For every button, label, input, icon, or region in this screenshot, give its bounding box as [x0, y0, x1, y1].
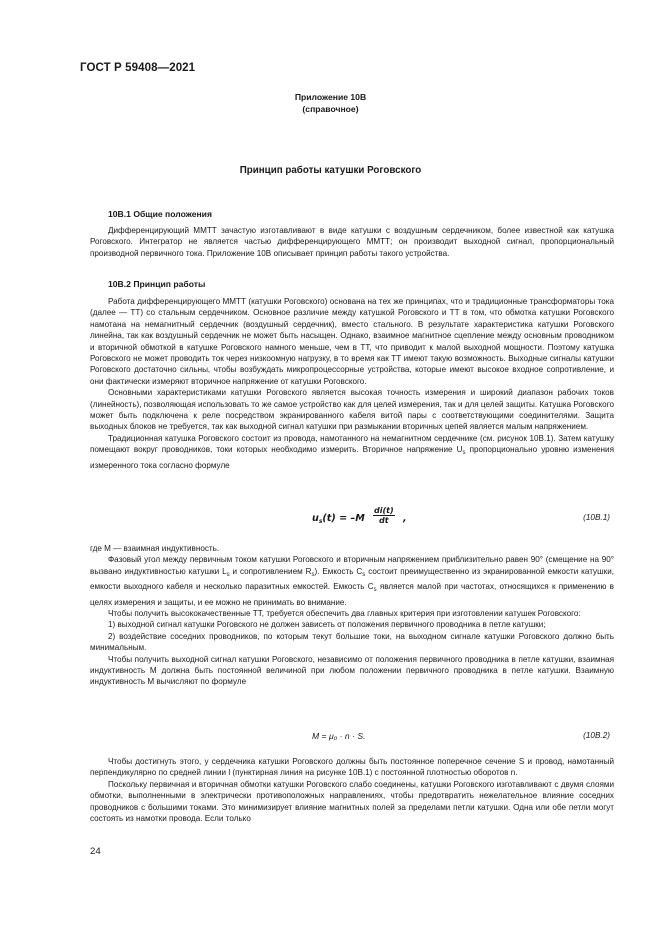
fraction-denominator: dt: [379, 516, 389, 525]
section-heading-principle: 10В.2 Принцип работы: [108, 279, 206, 289]
appendix-name: Приложение 10В: [294, 92, 367, 102]
paragraph: Основными характеристиками катушки Роговского является высокая точность измерения и широкий диапазон рабочих токов (линейность), позволяющая использовать то же самое устройство как для целей измерения, так и для целей защиты. Катушка Роговского может быть подключена к реле посредством экранированного кабеля витой пары с соответствующими соединителями. Защита выходных блоков не требуется, так как выходной сигнал катушки при размыкании вторичных цепей является малым напряжением.: [90, 388, 614, 432]
paragraph: 2) воздействие соседних проводников, по которым текут большие токи, на выходном сигнале катушки Роговского должно быть минимальным.: [90, 631, 614, 653]
formula-number: (10В.2): [583, 731, 610, 740]
formula-tail: ,: [403, 513, 407, 524]
section-principle-text-3: [90, 756, 614, 824]
text-run: Традиционная катушка Роговского состоит из провода, намотанного на немагнитном сердечнике (см. рисунок 10В.1). Затем катушку помещают вокруг проводников, токи которых необходимо измерить. Вторичное напряжение U: [90, 433, 614, 455]
paragraph: где M — взаимная индуктивность.: [90, 544, 220, 553]
formula-10b2: [90, 729, 614, 755]
paragraph: Фазовый угол между первичным током катушки Роговского и вторичным напряжением приблизительно равен 90° (смещение на 90° вызвано индуктивностью катушки $L_s$ и сопротивлением $R_s$). Емкость $C_s$ состоит преимущественно из экранированной емкости катушки, емкости выходного кабеля и несколько паразитных емкостей. Емкость $C_s$ является малой при частотах, относящихся к применению в целях измерения и защиты, и ее можно не принимать во внимание.: [90, 555, 614, 607]
formula-10b1: [90, 505, 614, 531]
section-general-text: [90, 225, 614, 259]
section-principle-text: [90, 296, 614, 471]
fraction-numerator: di(t): [374, 506, 394, 515]
formula-body: M = μ₀ · n · S.: [312, 731, 366, 741]
paragraph: Чтобы получить выходной сигнал катушки Роговского, независимо от положения первичного проводника в петле катушки, взаимная индуктивность M должна быть постоянной величиной при любом положении первичного проводника в петле катушки. Взаимную индуктивность M вычисляют по формуле: [90, 654, 614, 687]
formula-number: (10В.1): [583, 513, 610, 522]
formula-fraction: [373, 506, 395, 525]
section-heading-general: 10В.1 Общие положения: [108, 209, 212, 219]
formula-lhs: $u_s(t) = -M$: [312, 513, 365, 525]
paragraph: Дифференцирующий ММТТ зачастую изготавливают в виде катушки с воздушным сердечником, более известной как катушка Роговского. Интегратор не является частью дифференцирующего ММТТ; он производит выходной сигнал, пропорциональный производной первичного тока. Приложение 10В описывает принцип работы такого устройства.: [90, 226, 614, 258]
appendix-note: (справочное): [302, 104, 359, 114]
page-number: 24: [90, 846, 101, 857]
standard-header: ГОСТ Р 59408—2021: [80, 62, 196, 74]
section-principle-text-2: [90, 543, 614, 688]
paragraph: Чтобы достигнуть этого, у сердечника катушки Роговского должны быть постоянное поперечное сечение S и провод, намотанный перпендикулярно по средней линии l (пунктирная линия на рисунке 10В.1) с постоянной плотностью оборотов n.: [90, 757, 614, 778]
paragraph: Чтобы получить высококачественные ТТ, требуется обеспечить два главных критерия при изготовлении катушек Роговского:: [108, 609, 581, 619]
paragraph: 1) выходной сигнал катушки Роговского не должен зависеть от положения первичного проводника в петле катушки;: [108, 620, 546, 630]
page-title: Принцип работы катушки Роговского: [239, 165, 422, 176]
subscript: s: [462, 450, 466, 457]
text-run: пропорционально уровню изменения измеренного тока согласно формуле: [90, 445, 614, 470]
paragraph: Поскольку первичная и вторичная обмотки катушки Роговского слабо соединены, катушки Роговского изготавливают с двумя слоями обмотки, выполненными в электрически противоположных направлениях, чтобы предотвратить нежелательное влияние соседних проводников с большими токами. Это минимизирует влияние магнитных полей за пределами петли катушки. Одна или обе петли могут состоять из намотки провода. Если только: [90, 779, 614, 824]
paragraph: [90, 433, 614, 471]
paragraph: Работа дифференцирующего ММТТ (катушки Роговского) основана на тех же принципах, что и традиционные трансформаторы тока (далее — ТТ) со стальным сердечником. Основное различие между катушкой Роговского и ТТ в том, что обмотка катушки Роговского намотана на немагнитный сердечник (воздушный сердечник), вместо стального. В результате характеристика катушки Роговского линейна, так как воздушный сердечник не может быть насыщен. Однако, взаимное магнитное сцепление между основным проводником и вторичной обмоткой в катушке Роговского намного меньше, чем в ТТ, что приводит к малой выходной мощности. Поэтому катушка Роговского не может проводить ток через низкоомную нагрузку, в то время как ТТ имеют такую возможность. Выходные сигналы катушки Роговского достаточно сильны, чтобы возбуждать микропроцессорные устройства, которые имеют высокое входное сопротивление, и они фактически измеряют вторичное напряжение от катушки Роговского.: [90, 297, 614, 386]
